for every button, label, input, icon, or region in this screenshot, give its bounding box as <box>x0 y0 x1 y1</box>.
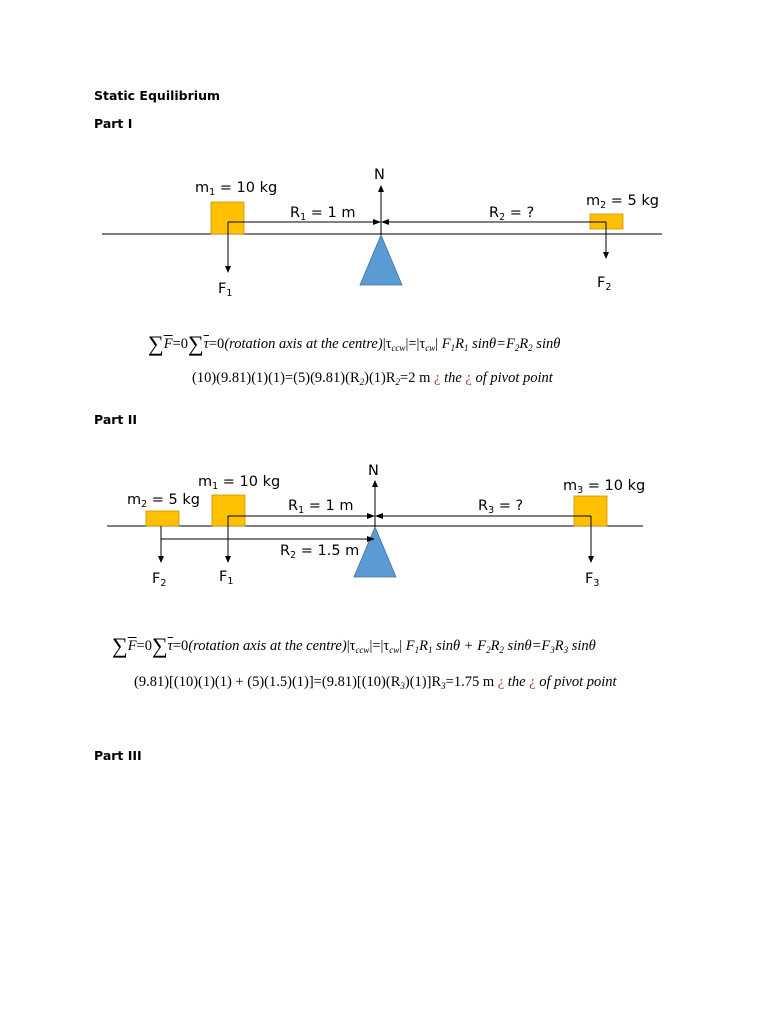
r3-arrowhead <box>375 513 383 519</box>
part-3-heading: Part III <box>94 748 142 763</box>
f2-label: $F_2$ <box>597 275 612 293</box>
m2-label: $m_2 = 5$ kg <box>586 193 659 211</box>
mass-2-block <box>146 511 179 526</box>
equation-1-line-1: $\sum\overline{F}=0\sum\overline{\tau}=0(rotation$ axis at the $centre)|\tau_{ccw}|=|\tau_{cw}|$ $F_1R_1$ $\sin\theta=F_2R_2$ sinθ <box>148 331 561 356</box>
f2-arrowhead <box>158 556 164 563</box>
m1-label: $m_1 = 10$ kg <box>198 474 281 492</box>
m2-label: $m_2 = 5$ kg <box>127 492 200 510</box>
f2-label: $F_2$ <box>152 571 167 589</box>
equation-2-line-1: $\sum\overline{F}=0\sum\overline{\tau}=0(rotation$ axis at the $centre)|\tau_{ccw}|=|\tau_{cw}|$ $F_1R_1$ $\sin\theta + F_2R_2$ $\sin\theta=F_3R_3$ sinθ <box>112 633 596 658</box>
normal-force-arrowhead <box>378 185 384 192</box>
r2-arrowhead <box>381 219 389 225</box>
seesaw-diagram-1 <box>0 160 768 305</box>
f1-label: $F_1$ <box>219 569 234 587</box>
r1-arrowhead <box>367 513 375 519</box>
r1-label: $R_1 = 1$ m <box>288 498 354 516</box>
normal-force-arrowhead <box>372 480 378 487</box>
f3-label: $F_3$ <box>585 571 600 589</box>
pivot-triangle <box>360 235 402 285</box>
equation-2-line-2: $(9.81)[(10)(1)(1) + (5)(1.5)(1)]=(9.81)[(10)(R_3)(1)]R_3=1.75$ m ¿ the ¿ of pivot point <box>134 674 617 691</box>
seesaw-diagram-2 <box>0 455 768 600</box>
part-1-heading: Part I <box>94 116 133 131</box>
r2-label: $R_2 = 1.5$ m <box>280 543 360 561</box>
r1-label: $R_1 = 1$ m <box>290 205 356 223</box>
normal-force-label: N <box>374 167 385 183</box>
f3-arrowhead <box>588 556 594 563</box>
r1-arrowhead <box>373 219 381 225</box>
m3-label: $m_3 = 10$ kg <box>563 478 646 496</box>
f2-arrowhead <box>603 252 609 259</box>
equation-1-line-2: $(10)(9.81)(1)(1)=(5)(9.81)(R_2)(1)R_2=2$ m ¿ the ¿ of pivot point <box>192 370 553 387</box>
r2-label: $R_2$ = ? <box>489 205 535 223</box>
document-title: Static Equilibrium <box>94 88 220 103</box>
normal-force-label: N <box>368 463 379 479</box>
f1-arrowhead <box>225 266 231 273</box>
part-2-heading: Part II <box>94 412 138 427</box>
f1-label: $F_1$ <box>218 281 233 299</box>
m1-label: $m_1 = 10$ kg <box>195 180 278 198</box>
r3-label: $R_3$ = ? <box>478 498 524 516</box>
f1-arrowhead <box>225 556 231 563</box>
pivot-triangle <box>354 527 396 577</box>
